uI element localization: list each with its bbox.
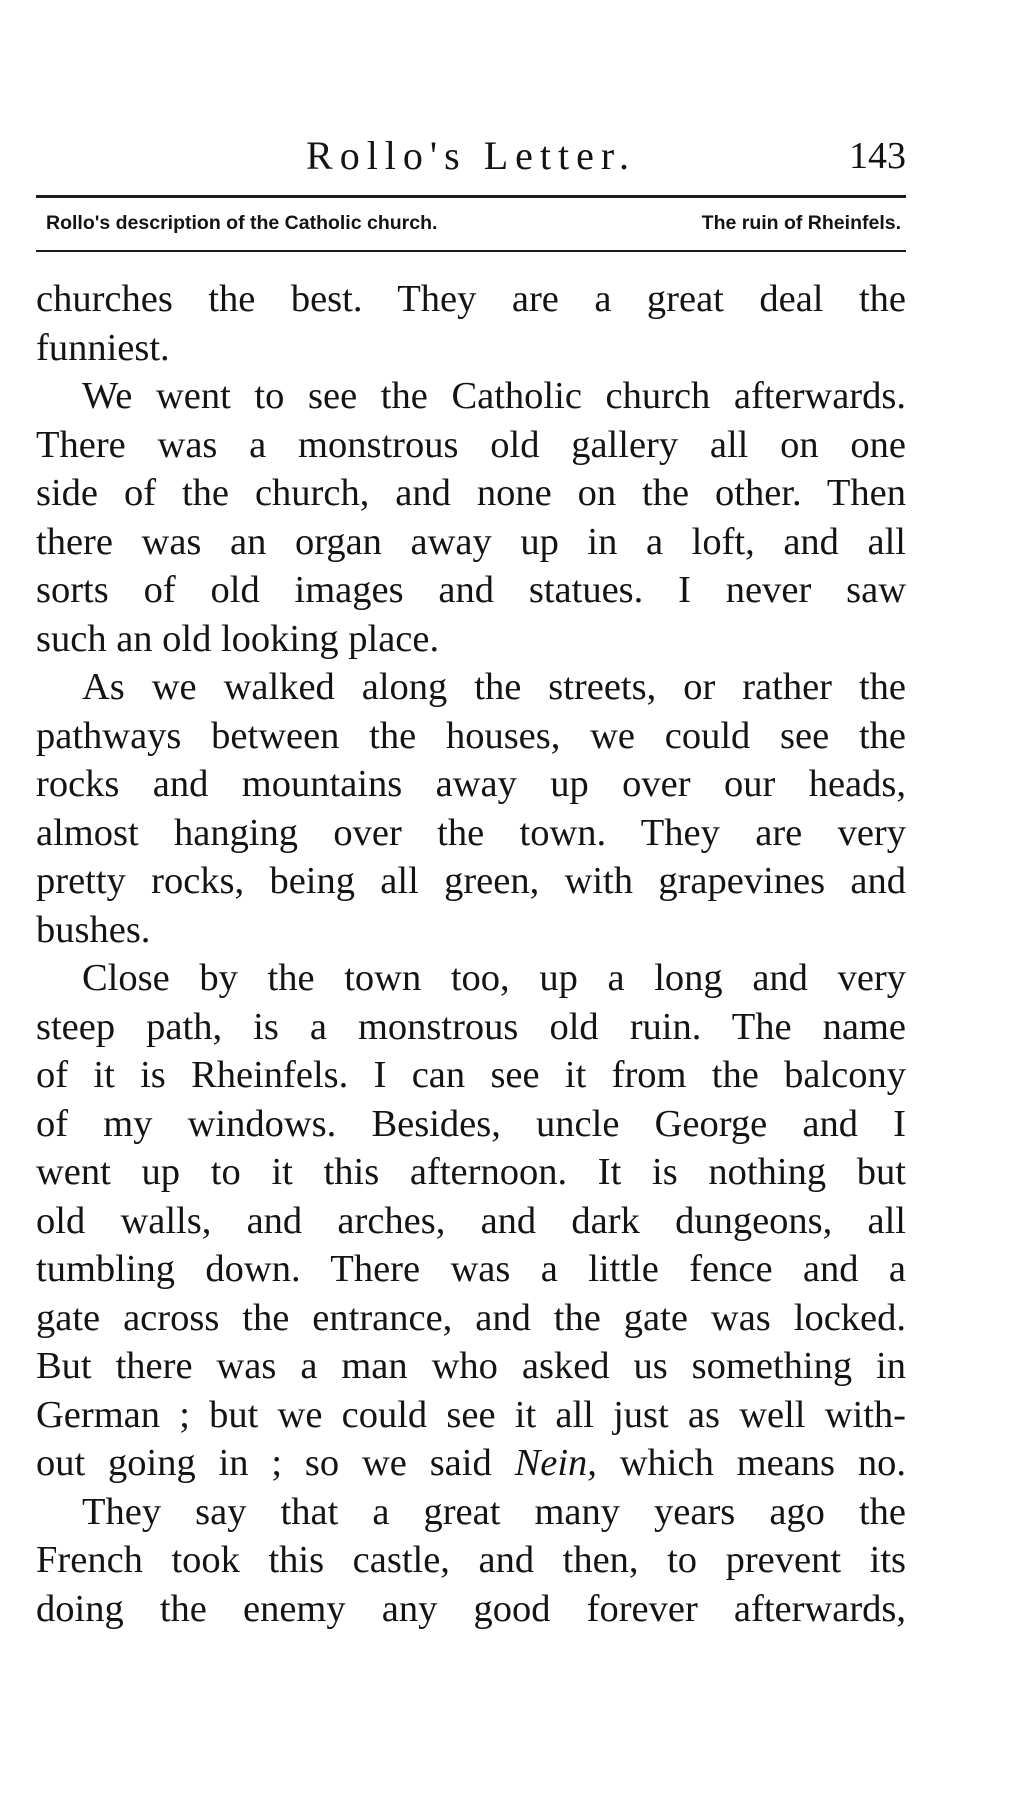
text-fragment: out going in ; so we said [36,1442,515,1484]
text-line: gate across the entrance, and the gate was locked. [36,1296,906,1339]
text-line: there was an organ away up in a loft, and all [36,520,906,563]
header-rule-bottom [36,250,906,252]
page-number: 143 [849,135,906,177]
text-line: churches the best. They are a great deal the [36,278,906,320]
text-line: almost hanging over the town. They are very [36,811,906,854]
text-line: pretty rocks, being all green, with grapevines and [36,860,906,902]
text-line: side of the church, and none on the other. Then [36,472,906,514]
text-line-with-italic [36,1439,906,1488]
text-line: rocks and mountains away up over our heads, [36,763,906,805]
text-line: tumbling down. There was a little fence and a [36,1248,906,1290]
text-line: steep path, is a monstrous old ruin. The name [36,1005,906,1048]
text-line: Close by the town too, up a long and very [82,957,906,999]
italic-word: Nein, [514,1442,597,1484]
text-line: As we walked along the streets, or rather the [82,666,906,708]
text-line: funniest. [36,326,170,369]
text-line: French took this castle, and then, to prevent its [36,1539,906,1581]
text-line: They say that a great many years ago the [82,1490,906,1533]
text-line: pathways between the houses, we could see the [36,714,906,757]
text-line: doing the enemy any good forever afterwards, [36,1587,906,1630]
body-text [36,275,906,1633]
page-header [36,126,906,186]
text-line: such an old looking place. [36,617,440,660]
text-line: sorts of old images and statues. I never saw [36,569,906,611]
running-title: Rollo's Letter. [306,133,636,178]
subhead-right: The ruin of Rheinfels. [701,212,901,234]
text-line: We went to see the Catholic church afterwards. [82,375,906,417]
text-line: But there was a man who asked us something in [36,1345,906,1387]
text-line: of it is Rheinfels. I can see it from the balcony [36,1054,906,1096]
text-line: old walls, and arches, and dark dungeons, all [36,1199,906,1242]
text-line: bushes. [36,908,151,951]
text-fragment: which means no. [596,1442,906,1484]
text-line: German ; but we could see it all just as well with- [36,1393,906,1436]
text-line: There was a monstrous old gallery all on one [36,423,906,466]
text-line: went up to it this afternoon. It is nothing but [36,1151,906,1193]
subhead-left: Rollo's description of the Catholic church. [46,212,438,234]
header-rule-top [36,195,906,198]
text-line: of my windows. Besides, uncle George and I [36,1102,906,1145]
section-subheads [46,205,901,241]
